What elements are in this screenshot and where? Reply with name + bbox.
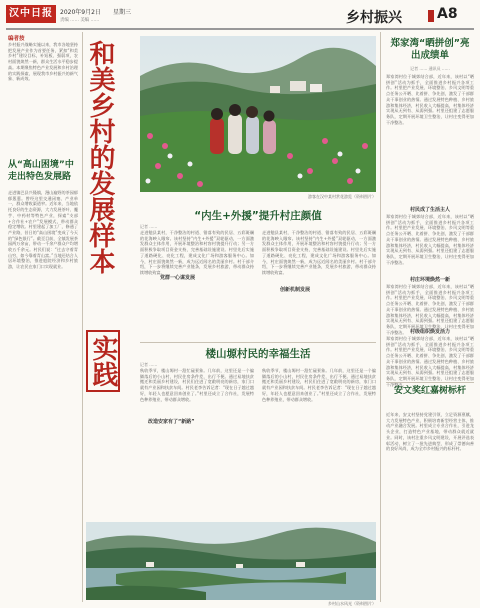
photo-flower-field-image [140,36,376,192]
photo-flower-field [140,36,376,192]
bottom-photo-caption: 乡村山水风光（资料图片） [328,601,376,606]
article1-headline: “内生+外援”提升村庄颜值 [194,210,322,222]
masthead-rule [6,28,474,30]
issue-weekday: 星期三 [113,9,132,16]
article2-body-left: 秋收季节，楼山塬村一派忙碌景象。几年前，这里还是一个偏僻落后的小山村，村民住房条件差，出行不便。通过易地扶贫搬迁和美丽乡村建设，村民们住进了宽敞明亮的新房，家门口就有产业园和扶贫车间。村民老李告诉记者：“现在日子越过越好，年轻人也愿意回来创业了。”村里还成立了合作社，发展特色种养殖业，带动群众增收。 [140,368,254,402]
column-divider-right [380,32,381,602]
right-column-body-4: 郑家湾村位于城郊结合部，近年来，该村以“晒拼创”活动为抓手，全面推进乡村振兴各项工作。村里把产业发展、环境整治、乡风文明等重点任务公开晒、比着拼、争先创，激发了干部群众干事创业的热情。通过发展特色种植、乡村旅游和集体经济，村民收入大幅提高，村集体经济实现从无到有、从弱到强。村里还组建了志愿服务队，定期开展环境卫生整治，让村庄变得更加干净整洁。 [386,336,474,387]
top-photo-caption: 游客在汉中某村赏花游览（资料图片） [308,194,376,199]
left-column-intro: 乡村振兴战略实施以来，我市各地坚持把发展产业作为首要任务，紧扣“和美乡村”建设目标，补短板、强弱项，农村面貌焕然一新，群众生活水平稳步提高。本期聚焦特色产业发展和乡村治理的实践探索，展现我市乡村振兴的新气象、新成效。 [8,42,78,82]
issue-date: 2020年9月2日 [60,9,101,16]
article2-byline: 记者 …… [140,362,158,367]
column-divider [82,32,83,602]
photo-lake-landscape-image [86,522,376,600]
right-column-byline: 记者 …… 通讯员 …… [410,66,450,71]
right-column-body2: 近年来，安文村坚持党建引领，立足资源禀赋，大力发展特色产业，积极培育新型经营主体，推动产业融合发展。村里成立专业合作社，引进龙头企业，打造特色产业基地，带动群众就近就业。同时，该村注重乡风文明建设，开展评选表彰活动，树立了一批先进典型，形成了崇德向善的良好风尚，成为全市乡村振兴的标杆村。 [386,412,474,452]
article2-section-head: 改造安家有了“新路” [148,419,195,425]
vertical-headline-emph: 实践 [86,330,120,392]
right-column-section-head3: 村级组织焕发活力 [409,329,450,335]
article1-section-head: 党群一心谋发展 [160,275,196,281]
newspaper-logo: 汉中日报 [6,5,56,23]
left-column-subtitle: 从“高山困境”中走出特色发展路 [8,160,74,182]
left-column-body: 走进镇巴县兴隆镇，漫山遍野的茶园郁郁葱葱。曾经这里交通闭塞、产业单一，群众增收渠道窄。近年来，当地依托良好的生态资源，大力发展茶叶、魔芋、中药材等特色产业，探索“支部+合作社+农户”发展模式，带动群众稳定增收。村里建起了加工厂，修通了产业路，昔日的“高山困境”变成了今天的“绿色银行”。截至目前，全镇发展茶园两万余亩，带动一千余户群众户均增收五千余元。村民们说：“过去守着青山穷，如今靠着青山富。”当地还结合人居环境整治，推进庭院经济和乡村旅游，让农民在家门口实现就业。 [8,190,78,270]
masthead [0,0,480,32]
right-column-headline: 郑家湾“晒拼创”亮出成绩单 [390,38,470,61]
page-number: A8 [437,6,458,22]
left-column-title: 编者按 [8,36,25,42]
section-bar [428,10,434,22]
right-column-subtitle2: 安文奖红嘉树标杆 [393,386,466,396]
article1-section-head2: 创新机制发展 [280,287,311,293]
article2-headline: 楼山塬村民的幸福生活 [205,348,311,360]
article1-body-left: 走进勉县某村，干净整洁的村道、错落有致的民居、五彩斑斓的花海映入眼帘。该村坚持“内生+外援”双轮驱动，一方面激发群众主体作用，开展环境整治和村容村貌提升行动；另一方面积极争取项目资金支持，完善基础设施建设。村里先后实施了道路硬化、亮化工程，建成文化广场和游客服务中心。如今，村庄面貌焕然一新，成为远近闻名的美丽乡村。村干部介绍，下一步将继续完善产业链条，发展乡村旅游，带动群众持续增收致富。 [140,230,254,275]
right-column-section-head2: 村庄环境焕然一新 [409,277,450,283]
editor-credit: 责编 …… 美编 …… [60,18,100,23]
right-column-body-1: 郑家湾村位于城郊结合部，近年来，该村以“晒拼创”活动为抓手，全面推进乡村振兴各项工作。村里把产业发展、环境整治、乡风文明等重点任务公开晒、比着拼、争先创，激发了干部群众干事创业的热情。通过发展特色种植、乡村旅游和集体经济，村民收入大幅提高，村集体经济实现从无到有、从弱到强。村里还组建了志愿服务队，定期开展环境卫生整治，让村庄变得更加干净整洁。 [386,74,474,125]
section-title: 乡村振兴 [346,10,402,26]
right-column-divider [386,382,474,383]
article2-body-right: 秋收季节，楼山塬村一派忙碌景象。几年前，这里还是一个偏僻落后的小山村，村民住房条件差，出行不便。通过易地扶贫搬迁和美丽乡村建设，村民们住进了宽敞明亮的新房，家门口就有产业园和扶贫车间。村民老李告诉记者：“现在日子越过越好，年轻人也愿意回来创业了。”村里还成立了合作社，发展特色种养殖业，带动群众增收。 [262,368,376,402]
vertical-headline [86,40,116,392]
photo-lake-landscape [86,522,376,600]
article-divider [140,342,376,343]
right-column-body-3: 郑家湾村位于城郊结合部，近年来，该村以“晒拼创”活动为抓手，全面推进乡村振兴各项工作。村里把产业发展、环境整治、乡风文明等重点任务公开晒、比着拼、争先创，激发了干部群众干事创业的热情。通过发展特色种植、乡村旅游和集体经济，村民收入大幅提高，村集体经济实现从无到有、从弱到强。村里还组建了志愿服务队，定期开展环境卫生整治，让村庄变得更加干净整洁。 [386,284,474,335]
right-column-section-head: 村民成了生活主人 [409,207,450,213]
article1-body-right: 走进勉县某村，干净整洁的村道、错落有致的民居、五彩斑斓的花海映入眼帘。该村坚持“内生+外援”双轮驱动，一方面激发群众主体作用，开展环境整治和村容村貌提升行动；另一方面积极争取项目资金支持，完善基础设施建设。村里先后实施了道路硬化、亮化工程，建成文化广场和游客服务中心。如今，村庄面貌焕然一新，成为远近闻名的美丽乡村。村干部介绍，下一步将继续完善产业链条，发展乡村旅游，带动群众持续增收致富。 [262,230,376,275]
vertical-headline-main: 和美乡村的发展样本 [85,40,115,274]
right-column-body-2: 郑家湾村位于城郊结合部，近年来，该村以“晒拼创”活动为抓手，全面推进乡村振兴各项工作。村里把产业发展、环境整治、乡风文明等重点任务公开晒、比着拼、争先创，激发了干部群众干事创业的热情。通过发展特色种植、乡村旅游和集体经济，村民收入大幅提高，村集体经济实现从无到有、从弱到强。村里还组建了志愿服务队，定期开展环境卫生整治，让村庄变得更加干净整洁。 [386,214,474,265]
article1-byline: 记者 …… [140,224,158,229]
